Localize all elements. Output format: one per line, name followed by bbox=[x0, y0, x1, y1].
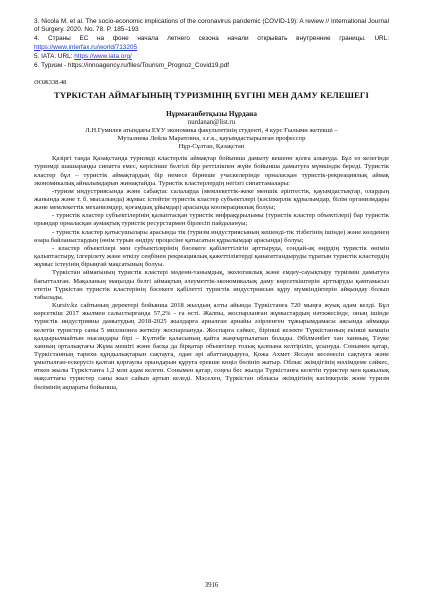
body-paragraph: Kursiv.kz сайтының деректері бойынша 2018 жылдың алты айында Түркістанға 720 мыңға жуық адам келді. Бұл көрсеткіш 2017 жылмен салыстырғанда 57,2% - ға өсті. Жалпы, жоспарланған жұмыстардың нәтижесінде, оның ішінде туристік индустрияны дамытудың 2018-2025 жылдарға арналған арнайы әзірленген тұжырымдамасы аясында аймаққа келетін туристер саны 5 миллионға жеткізу жоспарлануда. Жоспарға сәйкес, бірінші кезекте Түркістанның екінші кемшін қалдырылмайтын нысандары бірі – Күлтөбе қаласының қайта жаңғыртылатын болады. Әбілмәнбет хан ханның, Тәуке ханның орталықтағы Жұма мешіті және басқа да бірқатар объектілер толық қалпына келтіріліп, ұсынуда. Сонымен қатар, Түркістанның тарихи құндылықтарын сақтауға, одан әрі абаттандыруға, Қожа Ахмет Яссауи кесенесін сақтауға және ұмытылған-ескерусіз қалған қорғаулы орындарын құруға ерекше көңіл бөлініп жатыр. Облыс әкімдігінің мәлімдеме сәйкес, өткен жылы Түркістанға 1,2 млн адам келген. Сонымен қатар, соңғы бес жылда Түркістанға келетін туристер мен қажылық мақсаттағы туристер саны жыл сайын артып келеді. Мәселен, Түркістан облысы әкімдігінің кәсіпкерлік және туризм бөлімінің ақпараты бойынша, bbox=[34, 302, 389, 391]
reference-link[interactable]: https://www.interfax.ru/world/713205 bbox=[34, 43, 138, 51]
author-affiliation bbox=[34, 127, 389, 151]
affiliation-line: Л.Н.Гумилев атындағы ЕҰУ экономика факультетінің студенті, 4 курс Ғылыми жетекші – bbox=[85, 127, 338, 135]
reference-item: 5. IATA. URL: https://www.iata.org/ bbox=[34, 52, 132, 60]
affiliation-line: Нұр-Сұлтан, Қазақстан bbox=[178, 143, 245, 151]
body-paragraph: - кластер объектілері мен субъектілерінің бәсекеге қабілеттілігін арттыруда, сондай-ақ өңірдің туристік өнімін қалыптастыру, ілгерілету және өткізу сеңбінен рекреациялық қажеттіліктерді қанағаттандыруды тұратын туристік кластердің жұмыс істеуінің бірыңғай мақсатының болуы. bbox=[34, 244, 389, 269]
affiliation-line: Муталиева Лейла Маратовна, э.ғ.к., қауымдастырылған профессор bbox=[117, 135, 306, 143]
body-paragraph: Қазіргі таңда Қазақстанда туризмді кластерлік аймақтар бойынша дамыту кешенн қолға алынуда. Бұл өз кезегінде туризмді шашыраңқы сипатта емес, керісінше белгілі бір реттілікпен жүйе бойынша дамытуға мүмкіндік береді. Туристік кластер бұл – туристік аймақтардың бір немесе бірнеше учаскелерінде орналасқан туристік-рекреациялық аймақ экономикалық айналымдарын жинақтайды. Туристік кластерлердің негізгі сипаттамалары: bbox=[34, 155, 389, 187]
reference-link[interactable]: https://www.iata.org/ bbox=[74, 52, 132, 60]
author-name: Нұрмағанбетқызы Нұрдана bbox=[166, 110, 257, 119]
article-title: ТҮРКІСТАН АЙМАҒЫНЫҢ ТУРИЗМІНІҢ БҮГІНІ МЕН ДАМУ КЕЛЕШЕГІ bbox=[54, 90, 369, 101]
body-paragraph: - туристік кластер қатысушылары арасында тік (туризм индустриясының кешенді-тік тізбегінің ішінде) және көлденең өзара байланыстардың (өнім турын өндіру процесіне қатысатын құрылымдар арасында) болуы; bbox=[34, 228, 389, 244]
reference-list bbox=[34, 18, 389, 70]
author-email: nurdanan@list.ru bbox=[187, 119, 236, 127]
article-body bbox=[34, 155, 389, 392]
body-paragraph: - туристік кластер субъектілерінің қалыптасқан туристік инфрақұрылымы (туристік кластер объектілері) бар туристік орындар орналасқан аумақтық туристік ресурстармен бірлесіп пайдалануы; bbox=[34, 212, 389, 228]
reference-item: 4. Страны ЕС на фоне начала летнего сезона начали открывать внутренние границы. URL: https://www.interfax.ru/world/713205 bbox=[34, 35, 389, 51]
udc-code: ӘОЖ338.48 bbox=[34, 79, 67, 87]
body-paragraph: Түркістан аймағының туристік кластері мәдени-танымдық, экологиялық және емдеу-сауықтыру туризмін дамытуға бағытталған. Мақаланың маңызды белгі аймақтың әлеуметтік-экономикалық даму көрсеткіштерін арттыруды қамтамасыз ететін Түркістан туристік кластерінің бәсекеге қабілетті туристік индустриясын құру мүмкіндіктерін айқындау болып табылады. bbox=[34, 269, 389, 301]
reference-item: 6. Туризм - https://innoagency.ru/files/Tourism_Prognoz_Covid19.pdf bbox=[34, 62, 230, 70]
reference-item: 3. Nicola M. et al. The socio-economic implications of the coronavirus pandemic (COVID-19): A review // International Journal of Surgery. 2020. No. 78. P. 185–193 bbox=[34, 18, 389, 34]
body-paragraph: -туризм индустриясында және сабақтас салаларда (мемлекеттік-жеке меншік әріптестік, қауымдастықтар, олардың жанында және т. б. мысалында) жұмыс істейтін туристік кластер субъектілері (кәсіпкерлік құрылымдар, білім организмдары және мемлекеттік механизмдер, қоғамдық ұйымдар) арасында кооперациялық болуы; bbox=[34, 187, 389, 212]
page-number: 3916 bbox=[204, 582, 219, 589]
